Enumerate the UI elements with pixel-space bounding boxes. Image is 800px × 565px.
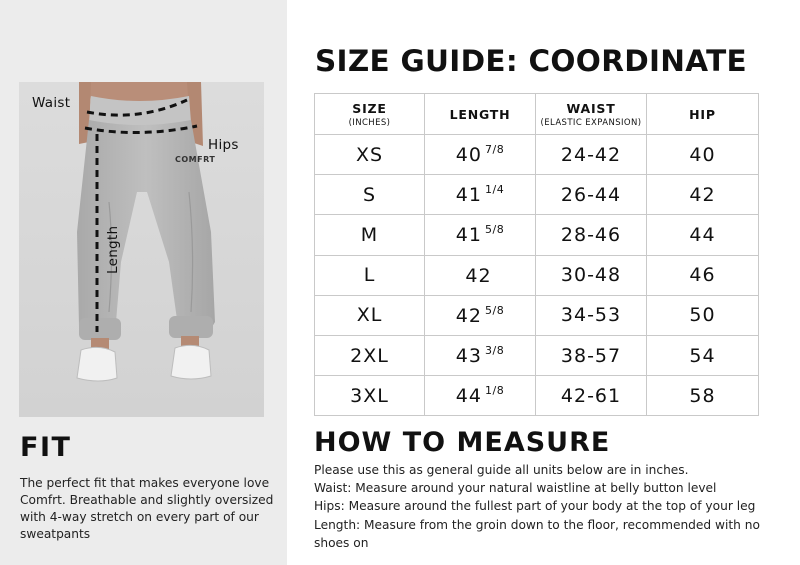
header-hip-label: HIP xyxy=(689,106,716,122)
how-to-measure-text xyxy=(314,461,784,552)
table-row xyxy=(315,135,759,175)
how-to-measure-title: HOW TO MEASURE xyxy=(314,427,611,458)
length-fraction: 5/8 xyxy=(484,223,505,237)
waist-cell: 30-48 xyxy=(536,255,647,295)
fit-description: The perfect fit that makes everyone love Comfrt. Breathable and slightly oversized with 4-way stretch on every part of our sweatpants xyxy=(20,476,274,541)
length-cell xyxy=(425,215,536,255)
hip-cell: 44 xyxy=(647,215,759,255)
table-row xyxy=(315,376,759,416)
table-row xyxy=(315,335,759,375)
hips-label: Hips xyxy=(208,137,239,153)
waist-cell: 38-57 xyxy=(536,335,647,375)
header-waist-label: WAIST xyxy=(566,100,616,116)
length-whole: 40 xyxy=(455,144,482,167)
length-cell xyxy=(425,255,536,295)
brand-logo: COMFRT xyxy=(175,155,216,164)
table-row xyxy=(315,295,759,335)
header-length xyxy=(425,94,536,135)
waist-cell: 26-44 xyxy=(536,175,647,215)
header-waist-sub: (ELASTIC EXPANSION) xyxy=(540,117,642,128)
fit-panel xyxy=(0,0,287,565)
size-table-header xyxy=(315,94,759,135)
length-whole: 41 xyxy=(455,224,482,247)
size-cell: L xyxy=(315,255,425,295)
length-whole: 43 xyxy=(455,345,482,368)
length-fraction: 3/8 xyxy=(484,344,505,358)
length-cell xyxy=(425,135,536,175)
table-row xyxy=(315,215,759,255)
size-guide-title: SIZE GUIDE: COORDINATE xyxy=(315,44,747,78)
length-whole: 44 xyxy=(455,385,482,408)
measure-waist: Waist: Measure around your natural waistline at belly button level xyxy=(314,481,717,496)
hip-cell: 46 xyxy=(647,255,759,295)
size-cell: M xyxy=(315,215,425,255)
length-fraction: 5/8 xyxy=(484,303,505,317)
waist-cell: 42-61 xyxy=(536,376,647,416)
length-cell xyxy=(425,175,536,215)
length-cell xyxy=(425,295,536,335)
product-photo xyxy=(19,82,264,417)
length-whole: 41 xyxy=(455,184,482,207)
header-size-label: SIZE xyxy=(352,100,387,116)
length-fraction: 7/8 xyxy=(484,143,505,157)
measure-length: Length: Measure from the groin down to the floor, recommended with no shoes on xyxy=(314,517,760,550)
fit-title: FIT xyxy=(20,432,72,463)
waist-label: Waist xyxy=(32,95,71,111)
size-cell: XS xyxy=(315,135,425,175)
waist-cell: 28-46 xyxy=(536,215,647,255)
size-cell: S xyxy=(315,175,425,215)
hip-cell: 50 xyxy=(647,295,759,335)
length-whole: 42 xyxy=(465,264,492,287)
size-cell: 3XL xyxy=(315,376,425,416)
table-row xyxy=(315,255,759,295)
waist-cell: 24-42 xyxy=(536,135,647,175)
hip-cell: 40 xyxy=(647,135,759,175)
header-size xyxy=(315,94,425,135)
measure-intro: Please use this as general guide all units below are in inches. xyxy=(314,463,689,477)
length-whole: 42 xyxy=(455,304,482,327)
length-label: Length xyxy=(105,225,121,274)
hip-cell: 54 xyxy=(647,335,759,375)
header-waist xyxy=(536,94,647,135)
header-length-label: LENGTH xyxy=(449,106,511,122)
size-cell: 2XL xyxy=(315,335,425,375)
header-hip xyxy=(647,94,759,135)
size-table xyxy=(314,93,759,416)
length-fraction: 1/8 xyxy=(484,384,505,398)
table-row xyxy=(315,175,759,215)
header-size-sub: (INCHES) xyxy=(348,117,391,128)
size-cell: XL xyxy=(315,295,425,335)
waist-cell: 34-53 xyxy=(536,295,647,335)
measure-hips: Hips: Measure around the fullest part of your body at the top of your leg xyxy=(314,499,756,514)
length-cell xyxy=(425,376,536,416)
hip-cell: 42 xyxy=(647,175,759,215)
hip-cell: 58 xyxy=(647,376,759,416)
length-fraction: 1/4 xyxy=(484,183,505,197)
length-cell xyxy=(425,335,536,375)
